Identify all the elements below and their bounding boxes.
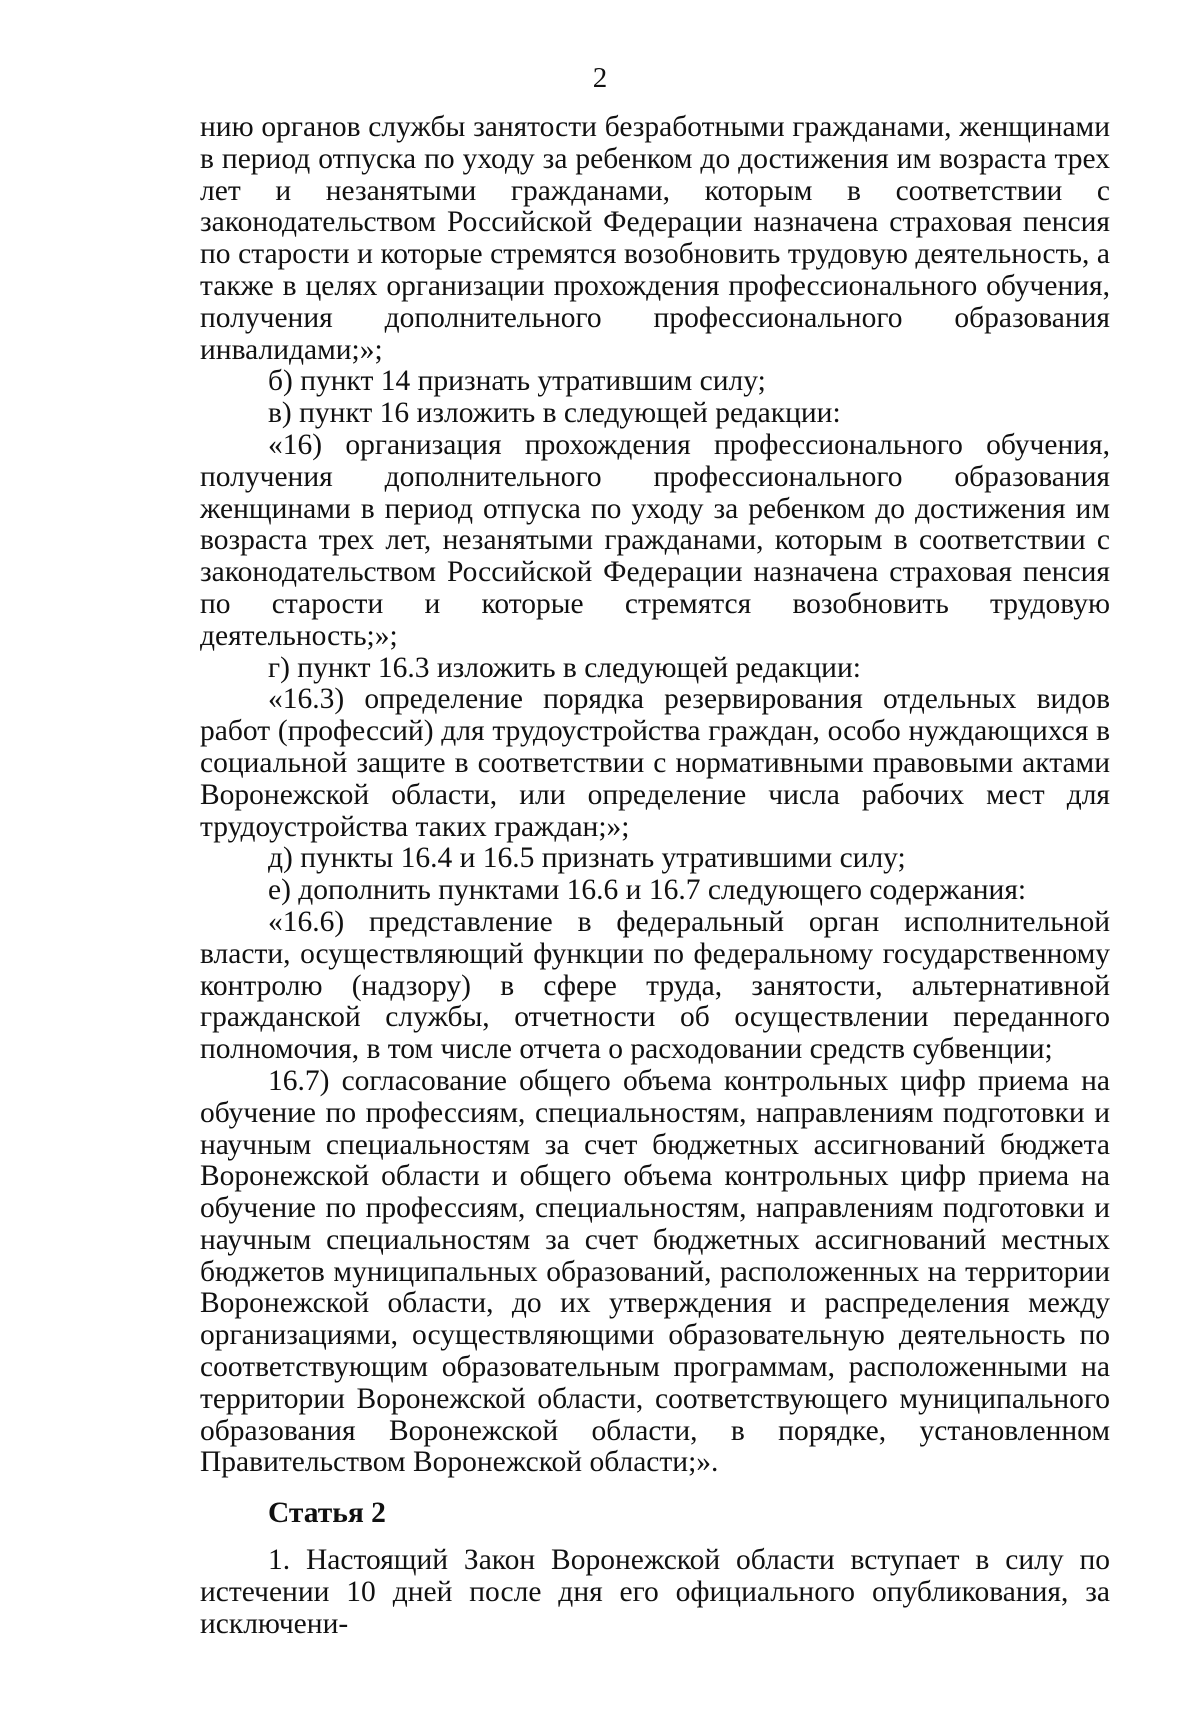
document-body (200, 112, 1110, 1641)
paragraph-item-b: б) пункт 14 признать утратившим силу; (268, 365, 766, 398)
page-number: 2 (592, 62, 608, 94)
paragraph-item-v: в) пункт 16 изложить в следующей редакции: (268, 397, 841, 430)
paragraph-clause-16-7: 16.7) согласование общего объема контрольных цифр приема на обучение по профессиям, специальностям, направлениям подготовки и научным специальностям за счет бюджетных ассигнований бюджета Воронежской области и общего объема контрольных цифр приема на обучение по профессиям, специальностям, направлениям подготовки и научным специальностям за счет бюджетных ассигнований местных бюджетов муниципальных образований, расположенных на территории Воронежской области, до их утверждения и распределения между организациями, осуществляющими образовательную деятельность по соответствующим образовательным программам, расположенными на территории Воронежской области, соответствующего муниципального образования Воронежской области, в порядке, установленном Правительством Воронежской области;». (200, 1064, 1110, 1479)
paragraph-clause-16-3: «16.3) определение порядка резервирования отдельных видов работ (профессий) для трудоустройства граждан, особо нуждающихся в социальной защите в соответствии с нормативными правовыми актами Воронежской области, или определение числа рабочих мест для трудоустройства таких граждан;»; (200, 683, 1110, 843)
paragraph-item-e: е) дополнить пунктами 16.6 и 16.7 следующего содержания: (268, 874, 1027, 907)
article-heading: Статья 2 (268, 1497, 386, 1530)
paragraph-continuation: нию органов службы занятости безработными гражданами, женщинами в период отпуска по уходу за ребенком до достижения им возраста трех лет и незанятыми гражданами, которым в соответствии с законодательством Российской Федерации назначена страховая пенсия по старости и которые стремятся возобновить трудовую деятельность, а также в целях организации прохождения профессионального обучения, получения дополнительного профессионального образования инвалидами;»; (200, 111, 1110, 366)
paragraph-clause-16-6: «16.6) представление в федеральный орган исполнительной власти, осуществляющий функции по федеральному государственному контролю (надзору) в сфере труда, занятости, альтернативной гражданской службы, отчетности об осуществлении переданного полномочия, в том числе отчета о расходовании средств субвенции; (200, 905, 1110, 1066)
paragraph-item-g: г) пункт 16.3 изложить в следующей редакции: (268, 651, 861, 684)
paragraph-item-d: д) пункты 16.4 и 16.5 признать утратившими силу; (268, 842, 906, 875)
paragraph-clause-16: «16) организация прохождения профессионального обучения, получения дополнительного профессионального образования женщинами в период отпуска по уходу за ребенком до достижения им возраста трех лет, незанятыми гражданами, которым в соответствии с законодательством Российской Федерации назначена страховая пенсия по старости и которые стремятся возобновить трудовую деятельность;»; (200, 428, 1110, 652)
paragraph-article-2-item-1: 1. Настоящий Закон Воронежской области вступает в силу по истечении 10 дней после дня его официального опубликования, за исключени- (200, 1544, 1110, 1640)
